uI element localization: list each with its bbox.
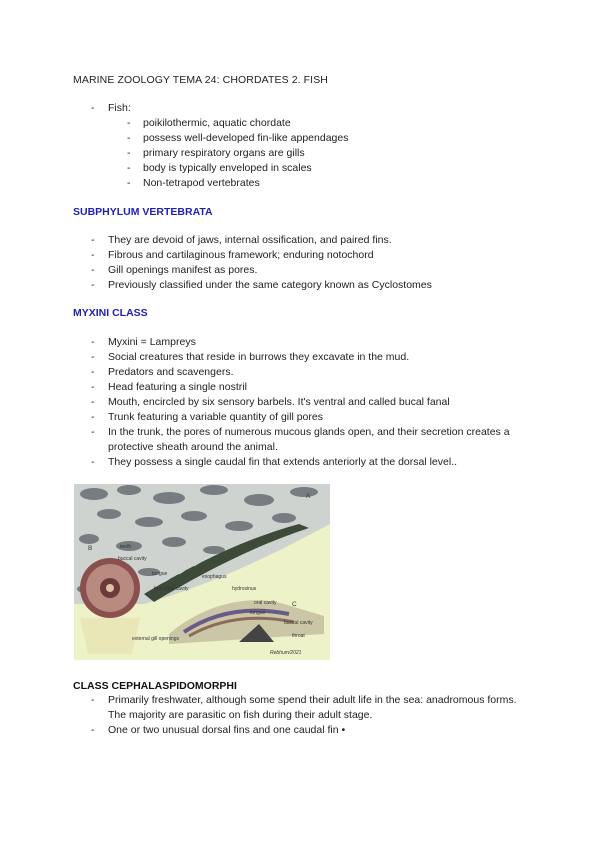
list-item-text: possess well-developed fin-like appendages <box>143 132 349 144</box>
tongue-tip <box>106 584 114 592</box>
bullet-dash: - <box>127 177 131 189</box>
cephalaspidomorphi-list <box>0 693 600 738</box>
heading-myxini: MYXINI CLASS <box>73 307 148 319</box>
label-external-gill-openings: external gill openings <box>132 636 179 642</box>
lamprey-diagram <box>74 484 330 660</box>
list-item-text: Gill openings manifest as pores. <box>108 264 258 276</box>
list-item-text: They possess a single caudal fin that extends anteriorly at the dorsal level.. <box>108 456 458 468</box>
list-item <box>0 350 528 365</box>
bullet-dash: - <box>91 694 95 706</box>
list-item-text: In the trunk, the pores of numerous mucous glands open, and their secretion creates a protective sheath around the animal. <box>108 426 510 453</box>
bullet-dash: - <box>91 366 95 378</box>
bullet-dash: - <box>91 336 95 348</box>
list-item-text: primary respiratory organs are gills <box>143 147 305 159</box>
label-oral-cavity: oral cavity <box>254 600 277 606</box>
document-title: MARINE ZOOLOGY TEMA 24: CHORDATES 2. FISH <box>73 74 328 86</box>
label-tongue-2: tongue <box>250 610 266 616</box>
label-tongue: tongue <box>152 571 168 577</box>
heading-vertebrata: SUBPHYLUM VERTEBRATA <box>73 206 213 218</box>
bullet-dash: - <box>91 381 95 393</box>
bullet-dash: - <box>91 411 95 423</box>
illustrator-signature: Rebhum/2021 <box>270 650 302 656</box>
list-item <box>0 410 528 425</box>
fish-list <box>0 101 600 116</box>
list-item-text: Previously classified under the same category known as Cyclostomes <box>108 279 432 291</box>
label-branchial-cavity: branchial cavity <box>154 586 189 592</box>
list-item <box>0 146 600 161</box>
label-buccal-cavity: buccal cavity <box>118 556 147 562</box>
list-item <box>0 176 600 191</box>
label-throat: throat <box>292 633 305 639</box>
label-a: A <box>306 493 311 500</box>
bullet-dash: - <box>91 396 95 408</box>
body-below-disc <box>80 618 140 654</box>
list-item-text: Head featuring a single nostril <box>108 381 247 393</box>
list-item-text: Social creatures that reside in burrows they excavate in the mud. <box>108 351 410 363</box>
bullet-dash: - <box>127 147 131 159</box>
list-item-text: Primarily freshwater, although some spend their adult life in the sea: anadromous forms. The majority are parasitic on fish during their adult stage. <box>108 694 517 721</box>
label-buccal-cavity-2: buccal cavity <box>284 620 313 626</box>
list-item <box>0 131 600 146</box>
list-item-text: Mouth, encircled by six sensory barbels. It's ventral and called bucal fanal <box>108 396 450 408</box>
label-teeth: teeth <box>120 544 132 550</box>
bullet-dash: - <box>91 234 95 246</box>
list-item <box>0 161 600 176</box>
list-item <box>0 278 600 293</box>
bullet-dash: - <box>91 249 95 261</box>
list-item-text: Trunk featuring a variable quantity of gill pores <box>108 411 323 423</box>
list-item <box>0 395 528 410</box>
myxini-list <box>0 335 600 470</box>
list-item <box>0 380 528 395</box>
bullet-dash: - <box>91 724 95 736</box>
bullet-dash: - <box>127 132 131 144</box>
list-item <box>0 263 600 278</box>
bullet-dash: - <box>127 162 131 174</box>
lamprey-illustration <box>74 484 330 660</box>
bullet-dash: - <box>91 351 95 363</box>
list-item <box>0 233 600 248</box>
list-item-text: body is typically enveloped in scales <box>143 162 312 174</box>
list-item <box>0 116 600 131</box>
label-hydrosinus: hydrosinus <box>232 586 257 592</box>
bullet-dash: - <box>91 456 95 468</box>
list-item <box>0 425 528 455</box>
bullet-dash: - <box>91 279 95 291</box>
list-item <box>0 335 528 350</box>
heading-cephalaspidomorphi: CLASS CEPHALASPIDOMORPHI <box>73 680 237 692</box>
list-item-text: poikilothermic, aquatic chordate <box>143 117 291 129</box>
list-item-text: Myxini = Lampreys <box>108 336 196 348</box>
list-item <box>0 723 528 738</box>
label-c: C <box>292 601 297 608</box>
list-item-text: They are devoid of jaws, internal ossification, and paired fins. <box>108 234 392 246</box>
vertebrata-list <box>0 233 600 293</box>
list-item-text: Predators and scavengers. <box>108 366 234 378</box>
label-esophagus: esophagus <box>202 574 227 580</box>
list-item-text: Fibrous and cartilaginous framework; enduring notochord <box>108 249 374 261</box>
list-item <box>0 365 528 380</box>
label-b: B <box>88 545 93 552</box>
list-item <box>0 693 528 723</box>
list-item <box>0 101 600 116</box>
bullet-dash: - <box>91 264 95 276</box>
list-item-text: Fish: <box>108 102 131 114</box>
list-item <box>0 248 600 263</box>
fish-sublist <box>0 116 600 191</box>
list-item <box>0 455 528 470</box>
list-item-text: One or two unusual dorsal fins and one caudal fin • <box>108 724 346 736</box>
list-item-text: Non-tetrapod vertebrates <box>143 177 260 189</box>
bullet-dash: - <box>91 102 95 114</box>
bullet-dash: - <box>91 426 95 438</box>
bullet-dash: - <box>127 117 131 129</box>
